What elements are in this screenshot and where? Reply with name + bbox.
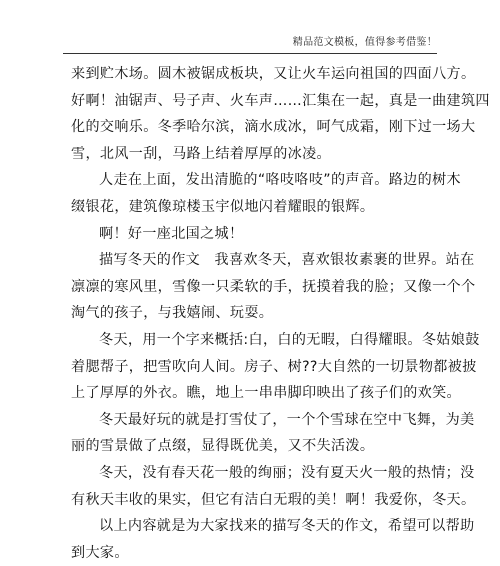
text-line: 有秋天丰收的果实，但它有洁白无瑕的美！啊！我爱你，冬天。 [71, 491, 476, 508]
text-line: 化的交响乐。冬季哈尔滨，滴水成冰，呵气成霜，刚下过一场大 [71, 119, 476, 136]
text-line: 以上内容就是为大家找来的描写冬天的作文，希望可以帮助 [99, 518, 475, 535]
text-line: 描写冬天的作文 我喜欢冬天，喜欢银妆素裹的世界。站在 [99, 252, 475, 269]
text-line: 人走在上面，发出清脆的“咯吱咯吱”的声音。路边的树木 [99, 172, 461, 189]
text-line: 着腮帮子，把雪吹向人间。房子、树??大自然的一切景物都被披 [71, 358, 477, 375]
text-line: 到大家。 [71, 544, 129, 561]
text-line: 啊！好一座北国之城！ [99, 225, 244, 242]
page-header [0, 0, 500, 56]
text-line: 凛凛的寒风里，雪像一只柔软的手，抚摸着我的脸；又像一个个 [71, 278, 476, 295]
text-line: 冬天，没有春天花一般的绚丽；没有夏天火一般的热情；没 [99, 464, 475, 481]
text-line: 雪，北风一刮，马路上结着厚厚的冰凌。 [71, 145, 331, 162]
text-line: 淘气的孩子，与我嬉闹、玩耍。 [71, 305, 274, 322]
article-body [71, 61, 490, 566]
text-line: 缀银花，建筑像琼楼玉宇似地闪着耀眼的银辉。 [71, 198, 375, 215]
text-line: 来到贮木场。圆木被锯成板块，又让火车运向祖国的四面八方。 [71, 66, 476, 82]
text-line: 丽的雪景做了点缀，显得既优美，又不失活泼。 [71, 438, 375, 455]
header-divider [63, 53, 437, 54]
text-line: 冬天最好玩的就是打雪仗了，一个个雪球在空中飞舞，为美 [99, 411, 475, 428]
text-line: 冬天，用一个字来概括:白，白的无暇，白得耀眼。冬姑娘鼓 [99, 331, 480, 348]
text-line: 上了厚厚的外衣。瞧，地上一串串脚印映出了孩子们的欢笑。 [71, 385, 461, 402]
text-line: 好啊！油锯声、号子声、火车声……汇集在一起，真是一曲建筑四 [71, 92, 490, 109]
header-note: 精品范文模板，值得参考借鉴！ [292, 37, 437, 48]
